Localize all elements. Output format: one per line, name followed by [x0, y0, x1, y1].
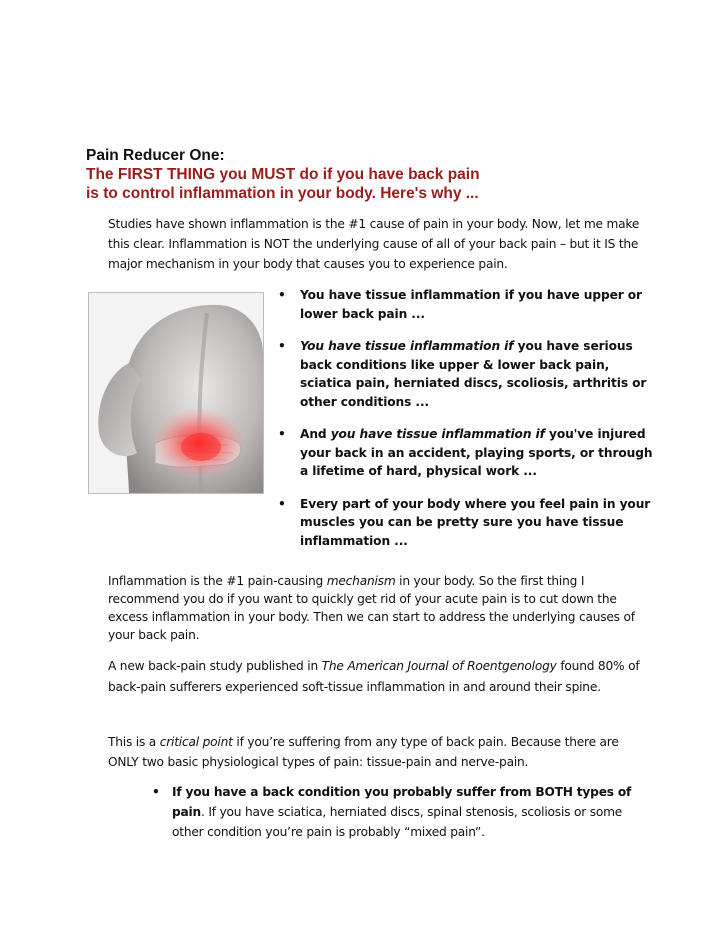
- mixed-pain-bullet: • If you have a back condition you probably suffer from BOTH types of pain. If you have sciatica, herniated discs, spinal stenosis, scoliosis or some other condition you’re pain is probably “mixed pain”.: [148, 782, 648, 842]
- back-pain-photo: [88, 292, 264, 494]
- heading-subtitle-line-1: The FIRST THING you MUST do if you have back pain: [86, 166, 480, 183]
- bullet-icon: •: [152, 785, 160, 799]
- section-heading: [86, 146, 686, 203]
- list-item: • Every part of your body where you feel pain in your muscles you can be pretty sure you have tissue inflammation ...: [278, 496, 651, 548]
- critical-point-paragraph: This is a critical point if you’re suffering from any type of back pain. Because there are ONLY two basic physiological types of pain: tissue-pain and nerve-pain.: [108, 735, 619, 769]
- study-paragraph: A new back-pain study published in The American Journal of Roentgenology found 80% of back-pain sufferers experienced soft-tissue inflammation in and around their spine.: [108, 659, 640, 694]
- heading-title: Pain Reducer One:: [86, 147, 225, 164]
- list-item: • And you have tissue inflammation if you've injured your back in an accident, playing sports, or through a lifetime of hard, physical work ...: [278, 427, 653, 478]
- list-item: • You have tissue inflammation if you have serious back conditions like upper & lower back pain, sciatica pain, herniated discs, scoliosis, arthritis or other conditions ...: [278, 339, 647, 409]
- bullet-icon: •: [278, 339, 286, 353]
- inflammation-bullet-list: [278, 286, 658, 564]
- back-pain-illustration: [89, 293, 263, 493]
- bullet-icon: •: [278, 427, 286, 441]
- bullet-icon: •: [278, 288, 286, 302]
- bullet-icon: •: [278, 496, 286, 511]
- intro-paragraph: Studies have shown inflammation is the #1 cause of pain in your body. Now, let me make this clear. Inflammation is NOT the underlying cause of all of your back pain – but it IS the major mechanism in your body that causes you to experience pain.: [108, 217, 640, 271]
- list-item: • You have tissue inflammation if you have upper or lower back pain ...: [278, 288, 642, 321]
- mechanism-paragraph: Inflammation is the #1 pain-causing mechanism in your body. So the first thing I recommend you do if you want to quickly get rid of your acute pain is to cut down the excess inflammation in your body. Then we can start to address the underlying causes of your back pain.: [108, 574, 635, 642]
- heading-subtitle-line-2: is to control inflammation in your body. Here's why ...: [86, 185, 479, 202]
